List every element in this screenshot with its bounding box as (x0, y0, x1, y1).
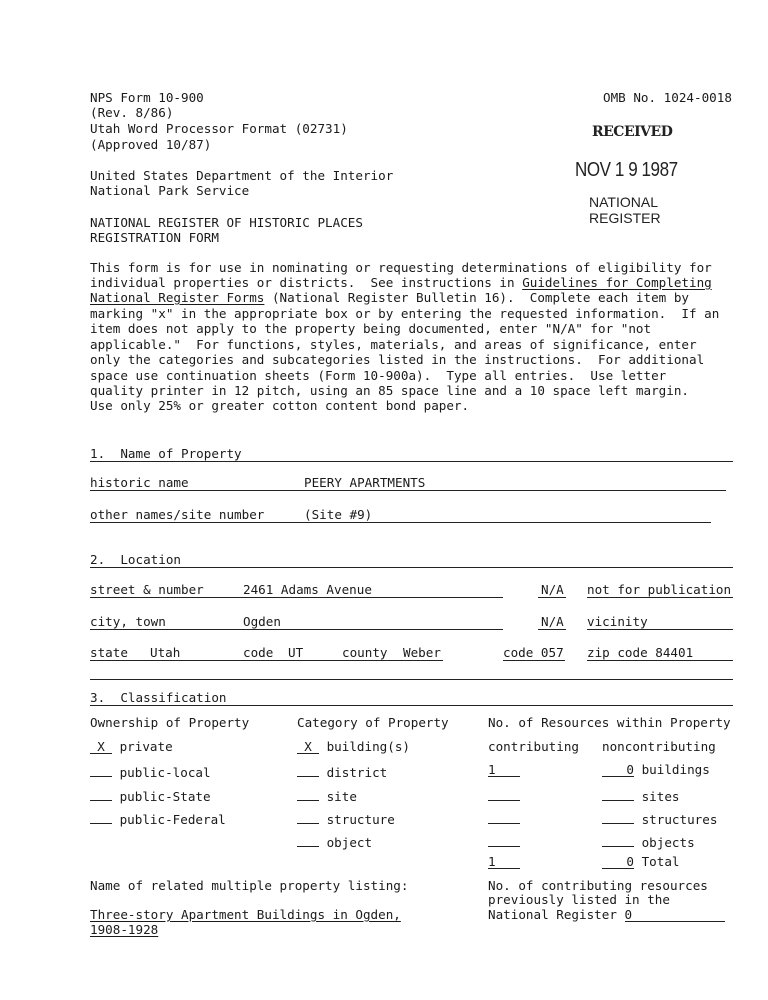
ownership-private-row: X private (90, 741, 173, 754)
ownership-public-state-row: public-State (90, 788, 211, 804)
instructions-line-8: space use continuation sheets (Form 10-900a). Type all entries. Use letter (90, 368, 667, 383)
forms-link: National Register Forms (90, 290, 265, 305)
structures-contributing (488, 811, 520, 827)
buildings-contributing: 1 (488, 764, 520, 777)
divider (538, 597, 566, 598)
related-listing-label: Name of related multiple property listing: (90, 878, 409, 893)
category-building-checkbox[interactable]: X (297, 741, 319, 754)
sites-contributing (488, 788, 520, 804)
instructions-line-7: only the categories and subcategories listed in the instructions. For additional (90, 352, 705, 367)
section-3-heading: 3. Classification (90, 690, 227, 705)
category-district-row: district (297, 764, 387, 780)
instructions-line-4: marking "x" in the appropriate box or by entering the requested information. If an (90, 306, 720, 321)
ownership-public-federal-row: public-Federal (90, 811, 226, 827)
form-revision: (Rev. 8/86) (90, 105, 174, 120)
vicinity-label: vicinity (587, 614, 648, 629)
department: United States Department of the Interior (90, 168, 394, 183)
state-value: Utah (150, 645, 181, 660)
section-2-heading: 2. Location (90, 552, 181, 567)
sites-noncontributing-row: sites (602, 788, 680, 804)
register-title: NATIONAL REGISTER OF HISTORIC PLACES (90, 215, 363, 230)
divider (90, 597, 503, 598)
related-listing-line-1: Three-story Apartment Buildings in Ogden, (90, 907, 401, 922)
state-label: state (90, 645, 128, 660)
nfp-label: not for publication (587, 582, 732, 597)
form-number: NPS Form 10-900 (90, 90, 204, 105)
divider (587, 629, 733, 630)
divider (90, 490, 726, 491)
historic-name-value: PEERY APARTMENTS (304, 475, 426, 490)
city-label: city, town (90, 614, 166, 629)
agency: National Park Service (90, 183, 250, 198)
total-noncontributing-row: 0 Total (602, 856, 680, 869)
instructions-line-3: National Register Forms (National Register Bulletin 16). Complete each item by (90, 290, 689, 305)
vicinity-value: N/A (541, 614, 564, 629)
objects-noncontributing-row: objects (602, 834, 695, 850)
divider (90, 679, 733, 680)
nfp-value: N/A (541, 582, 564, 597)
ownership-public-state-checkbox[interactable] (90, 788, 112, 801)
category-object-row: object (297, 834, 372, 850)
form-format: Utah Word Processor Format (02731) (90, 121, 348, 136)
street-value: 2461 Adams Avenue (243, 582, 372, 597)
ownership-heading: Ownership of Property (90, 715, 250, 730)
category-heading: Category of Property (297, 715, 449, 730)
instructions-line-5: item does not apply to the property being documented, enter "N/A" for "not (90, 321, 652, 336)
total-contributing: 1 (488, 856, 520, 869)
received-date-stamp: NOV 1 9 1987 (575, 159, 678, 181)
ownership-public-local-checkbox[interactable] (90, 764, 112, 777)
category-building-row: X building(s) (297, 741, 410, 754)
divider (90, 522, 711, 523)
divider (538, 629, 566, 630)
ownership-public-local-row: public-local (90, 764, 211, 780)
category-object-checkbox[interactable] (297, 834, 319, 847)
section-1-heading: 1. Name of Property (90, 446, 242, 461)
zip-code: zip code 84401 (587, 645, 694, 660)
county-label: county (342, 645, 388, 660)
divider (503, 660, 565, 661)
divider (90, 461, 733, 462)
city-value: Ogden (243, 614, 281, 629)
stamp-national: NATIONAL (589, 194, 658, 210)
ownership-public-federal-checkbox[interactable] (90, 811, 112, 824)
form-approved: (Approved 10/87) (90, 137, 212, 152)
category-structure-row: structure (297, 811, 395, 827)
state-code-value: UT (288, 645, 304, 660)
resources-heading: No. of Resources within Property (488, 715, 731, 730)
category-structure-checkbox[interactable] (297, 811, 319, 824)
omb-number: OMB No. 1024-0018 (603, 90, 732, 105)
previously-listed-line-2: previously listed in the (488, 892, 670, 907)
instructions-line-9: quality printer in 12 pitch, using an 85 space line and a 10 space left margin. (90, 383, 689, 398)
state-code-label: code (243, 645, 274, 660)
form-title: REGISTRATION FORM (90, 230, 219, 245)
previously-listed-line-3: National Register 0 (488, 909, 725, 922)
divider (90, 629, 503, 630)
category-site-checkbox[interactable] (297, 788, 319, 801)
ownership-private-checkbox[interactable]: X (90, 741, 112, 754)
instructions-line-6: applicable." For functions, styles, materials, and areas of significance, enter (90, 337, 697, 352)
stamp-register: REGISTER (589, 210, 661, 226)
divider (90, 705, 733, 706)
divider (587, 660, 733, 661)
contributing-label: contributing (488, 739, 579, 754)
instructions-line-1: This form is for use in nominating or requesting determinations of eligibility for (90, 260, 712, 275)
other-names-value: (Site #9) (304, 507, 373, 522)
instructions-line-2: individual properties or districts. See instructions in Guidelines for Completing (90, 275, 712, 290)
previously-listed-line-1: No. of contributing resources (488, 878, 708, 893)
objects-contributing (488, 834, 520, 850)
noncontributing-label: noncontributing (602, 739, 716, 754)
related-listing-line-2: 1908-1928 (90, 922, 159, 937)
buildings-noncontributing-row: 0 buildings (602, 764, 710, 777)
historic-name-label: historic name (90, 475, 189, 490)
divider (90, 567, 733, 568)
category-site-row: site (297, 788, 357, 804)
county-value: Weber (403, 645, 441, 660)
structures-noncontributing-row: structures (602, 811, 717, 827)
other-names-label: other names/site number (90, 507, 265, 522)
guidelines-link: Guidelines for Completing (522, 275, 712, 290)
instructions-line-10: Use only 25% or greater cotton content bond paper. (90, 398, 470, 413)
received-stamp: RECEIVED (592, 124, 673, 140)
street-label: street & number (90, 582, 204, 597)
divider (90, 660, 443, 661)
county-code: code 057 (503, 645, 564, 660)
divider (587, 597, 733, 598)
category-district-checkbox[interactable] (297, 764, 319, 777)
